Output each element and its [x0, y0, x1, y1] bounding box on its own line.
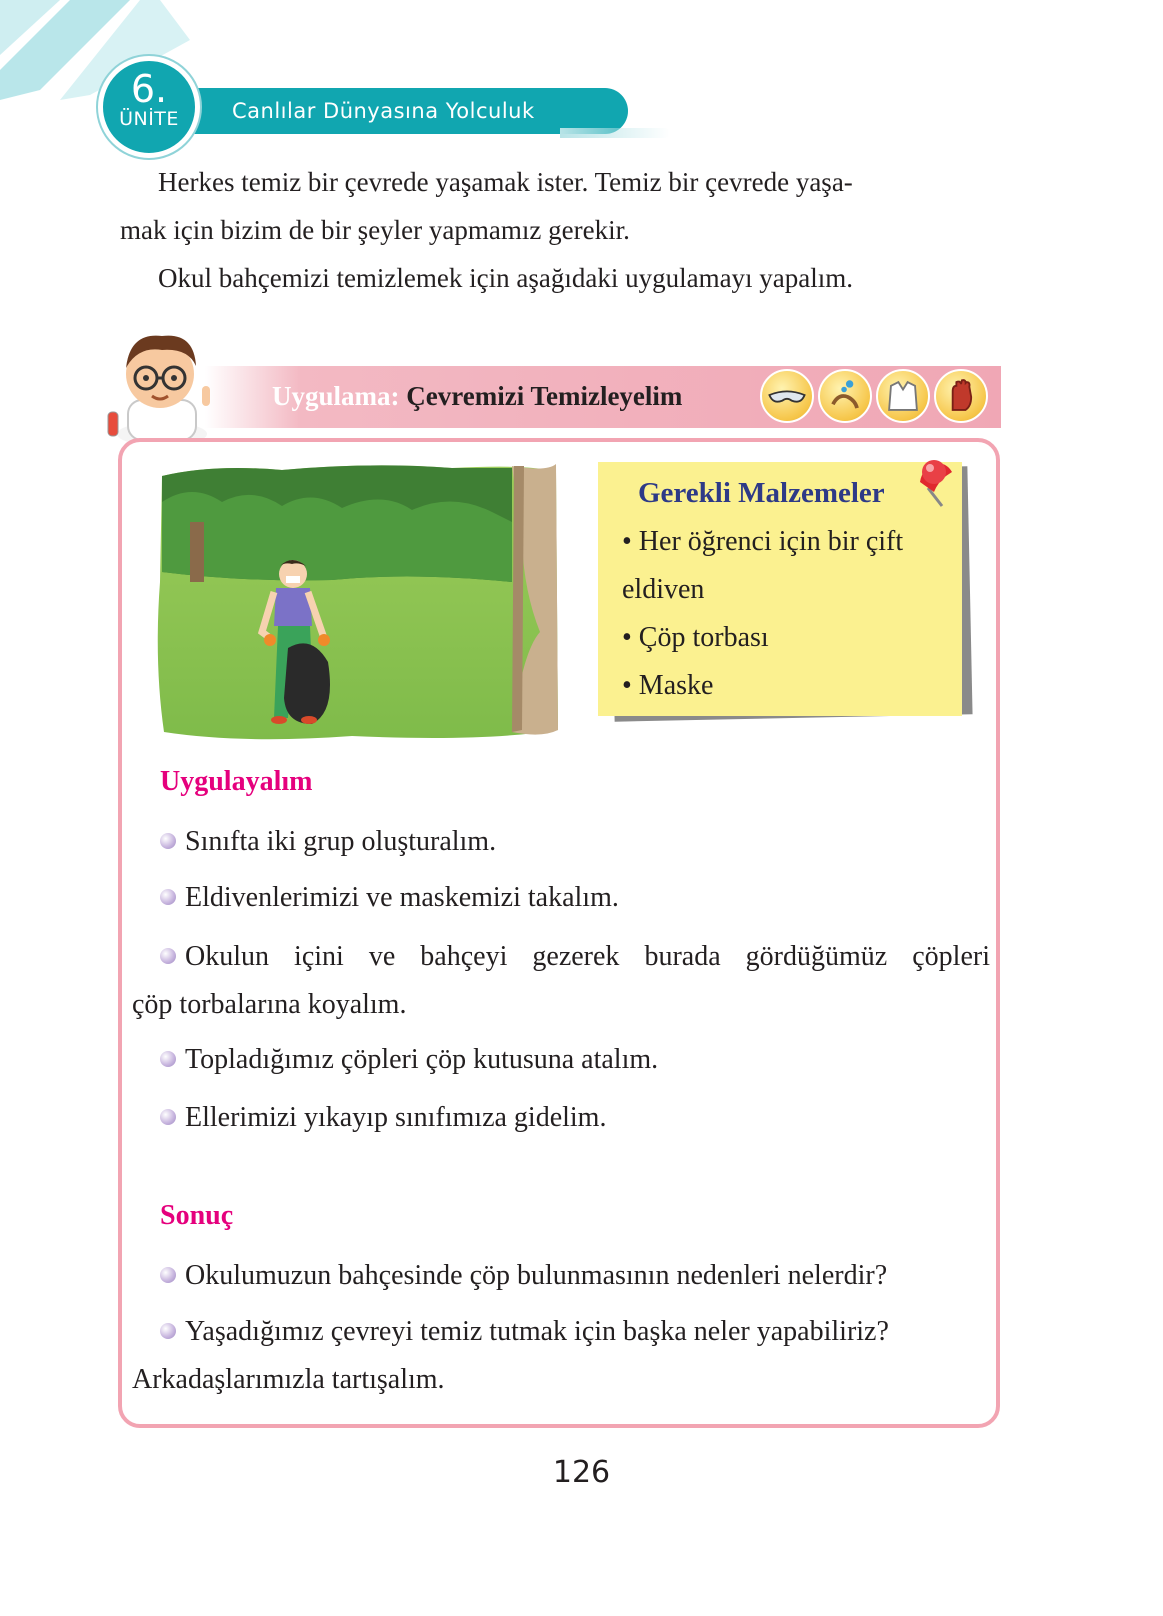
apply-step-3-text: Okulun içini ve bahçeyi gezerek burada gördüğümüz çöpleri [185, 941, 990, 972]
apply-step-2 [160, 874, 619, 922]
glove-icon [934, 369, 988, 423]
bullet-icon [160, 1267, 176, 1283]
result-question-1 [160, 1252, 887, 1300]
result-question-2-text: Yaşadığımız çevreyi temiz tutmak için başka neler yapabiliriz? [185, 1316, 889, 1347]
apply-step-2-text: Eldivenlerimizi ve maskemizi takalım. [185, 882, 619, 913]
bullet-icon [160, 833, 176, 849]
bullet-icon [160, 1109, 176, 1125]
pushpin-icon [912, 456, 962, 512]
apply-step-1 [160, 818, 496, 866]
apply-step-3-cont: çöp torbalarına koyalım. [132, 989, 407, 1020]
goggles-icon [760, 369, 814, 423]
apply-step-1-text: Sınıfta iki grup oluşturalım. [185, 826, 497, 857]
bullet-icon [160, 1323, 176, 1339]
intro-line-3: Okul bahçemizi temizlemek için aşağıdaki uygulamayı yapalım. [158, 263, 854, 293]
result-question-2 [160, 1308, 889, 1356]
apply-step-4-text: Topladığımız çöpleri çöp kutusuna atalım. [185, 1044, 659, 1075]
lab-coat-icon [876, 369, 930, 423]
apply-step-5-text: Ellerimizi yıkayıp sınıfımıza gidelim. [185, 1102, 607, 1133]
bullet-icon [160, 1051, 176, 1067]
unit-badge [98, 56, 200, 158]
intro-line-2: mak için bizim de bir şeyler yapmamız gerekir. [120, 215, 630, 245]
banner-tail-decoration [560, 128, 670, 138]
apply-step-3 [160, 933, 990, 981]
page-number: 126 [552, 1455, 611, 1490]
result-question-1-text: Okulumuzun bahçesinde çöp bulunmasının nedenleri nelerdir? [185, 1260, 888, 1291]
garden-cleaning-illustration [152, 462, 566, 744]
materials-item-mask: • Maske [622, 670, 714, 701]
unit-number: 6. [130, 67, 168, 111]
result-question-2-cont: Arkadaşlarımızla tartışalım. [132, 1364, 445, 1395]
materials-item-bag: • Çöp torbası [622, 622, 769, 653]
hand-wash-icon [818, 369, 872, 423]
apply-step-5 [160, 1094, 606, 1142]
materials-item-gloves-cont: eldiven [622, 574, 705, 605]
practice-name: Çevremizi Temizleyelim [406, 381, 683, 411]
bullet-icon [160, 948, 176, 964]
unit-word: ÜNİTE [119, 108, 179, 130]
materials-note [598, 462, 962, 716]
apply-step-4 [160, 1036, 658, 1084]
unit-title: Canlılar Dünyasına Yolculuk [232, 99, 535, 123]
apply-heading: Uygulayalım [160, 766, 313, 797]
materials-item-gloves: • Her öğrenci için bir çift [622, 526, 904, 557]
scientist-boy-illustration [100, 322, 225, 442]
practice-label: Uygulama: [272, 381, 400, 411]
bullet-icon [160, 889, 176, 905]
practice-title [272, 370, 682, 422]
materials-title: Gerekli Malzemeler [638, 477, 885, 509]
intro-line-1: Herkes temiz bir çevrede yaşamak ister. Temiz bir çevrede yaşa- [158, 167, 853, 197]
result-heading: Sonuç [160, 1200, 234, 1231]
